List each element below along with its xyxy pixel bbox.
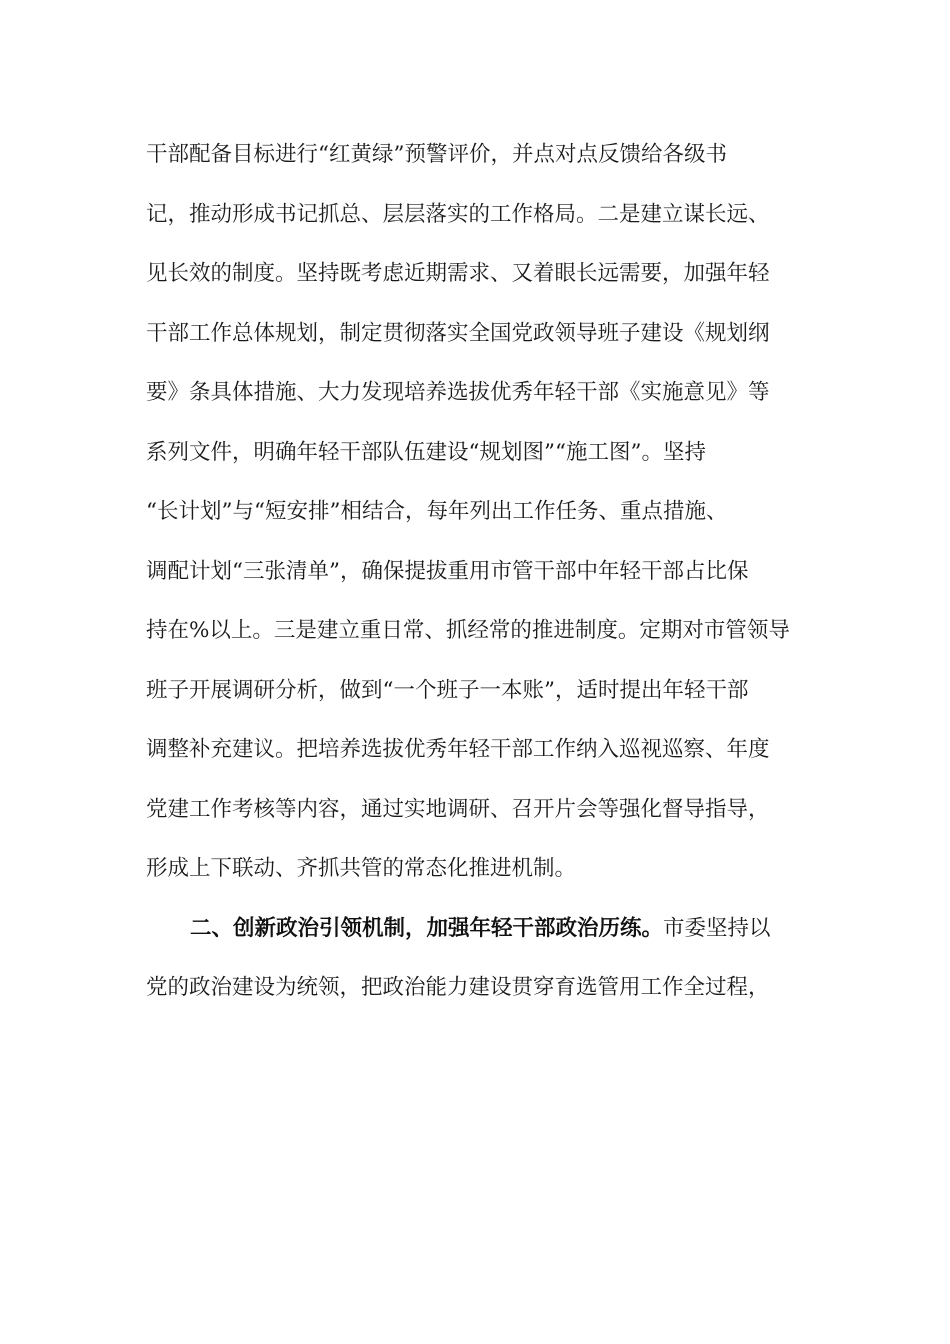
text-line-10: 班子开展调研分析，做到“一个班子一本账”，适时提出年轻干部: [146, 677, 749, 703]
text-line-7: “长计划”与“短安排”相结合，每年列出工作任务、重点措施、: [146, 499, 728, 524]
body-text: [146, 134, 810, 1027]
text-line-4: 干部工作总体规划，制定贯彻落实全国党政领导班子建设《规划纲: [146, 320, 770, 346]
text-line-9: 持在%以上。三是建立重日常、抓经常的推进制度。定期对市管领导: [146, 618, 790, 643]
text-line-3: 见长效的制度。坚持既考虑近期需求、又着眼长远需要，加强年轻: [146, 261, 770, 286]
section-two-second-line: 党的政治建设为统领，把政治能力建设贯穿育选管用工作全过程，: [146, 975, 770, 1000]
text-line-8: 调配计划“三张清单”，确保提拔重用市管干部中年轻干部占比保: [146, 558, 749, 584]
text-line-5: 要》条具体措施、大力发现培养选拔优秀年轻干部《实施意见》等: [146, 380, 770, 405]
text-line-12: 党建工作考核等内容，通过实地调研、召开片会等强化督导指导，: [146, 796, 770, 822]
text-line-6: 系列文件，明确年轻干部队伍建设“规划图”“施工图”。坚持: [146, 439, 706, 465]
text-line-13: 形成上下联动、齐抓共管的常态化推进机制。: [146, 856, 577, 881]
text-line-1: 干部配备目标进行“红黄绿”预警评价，并点对点反馈给各级书: [146, 142, 727, 167]
text-line-2: 记，推动形成书记抓总、层层落实的工作格局。二是建立谋长远、: [146, 201, 770, 227]
section-heading: 二、创新政治引领机制，加强年轻干部政治历练。: [190, 915, 664, 941]
section-heading-tail: 市委坚持以: [663, 915, 771, 941]
text-line-11: 调整补充建议。把培养选拔优秀年轻干部工作纳入巡视巡察、年度: [146, 737, 770, 762]
section-two-first-line: [146, 908, 810, 968]
